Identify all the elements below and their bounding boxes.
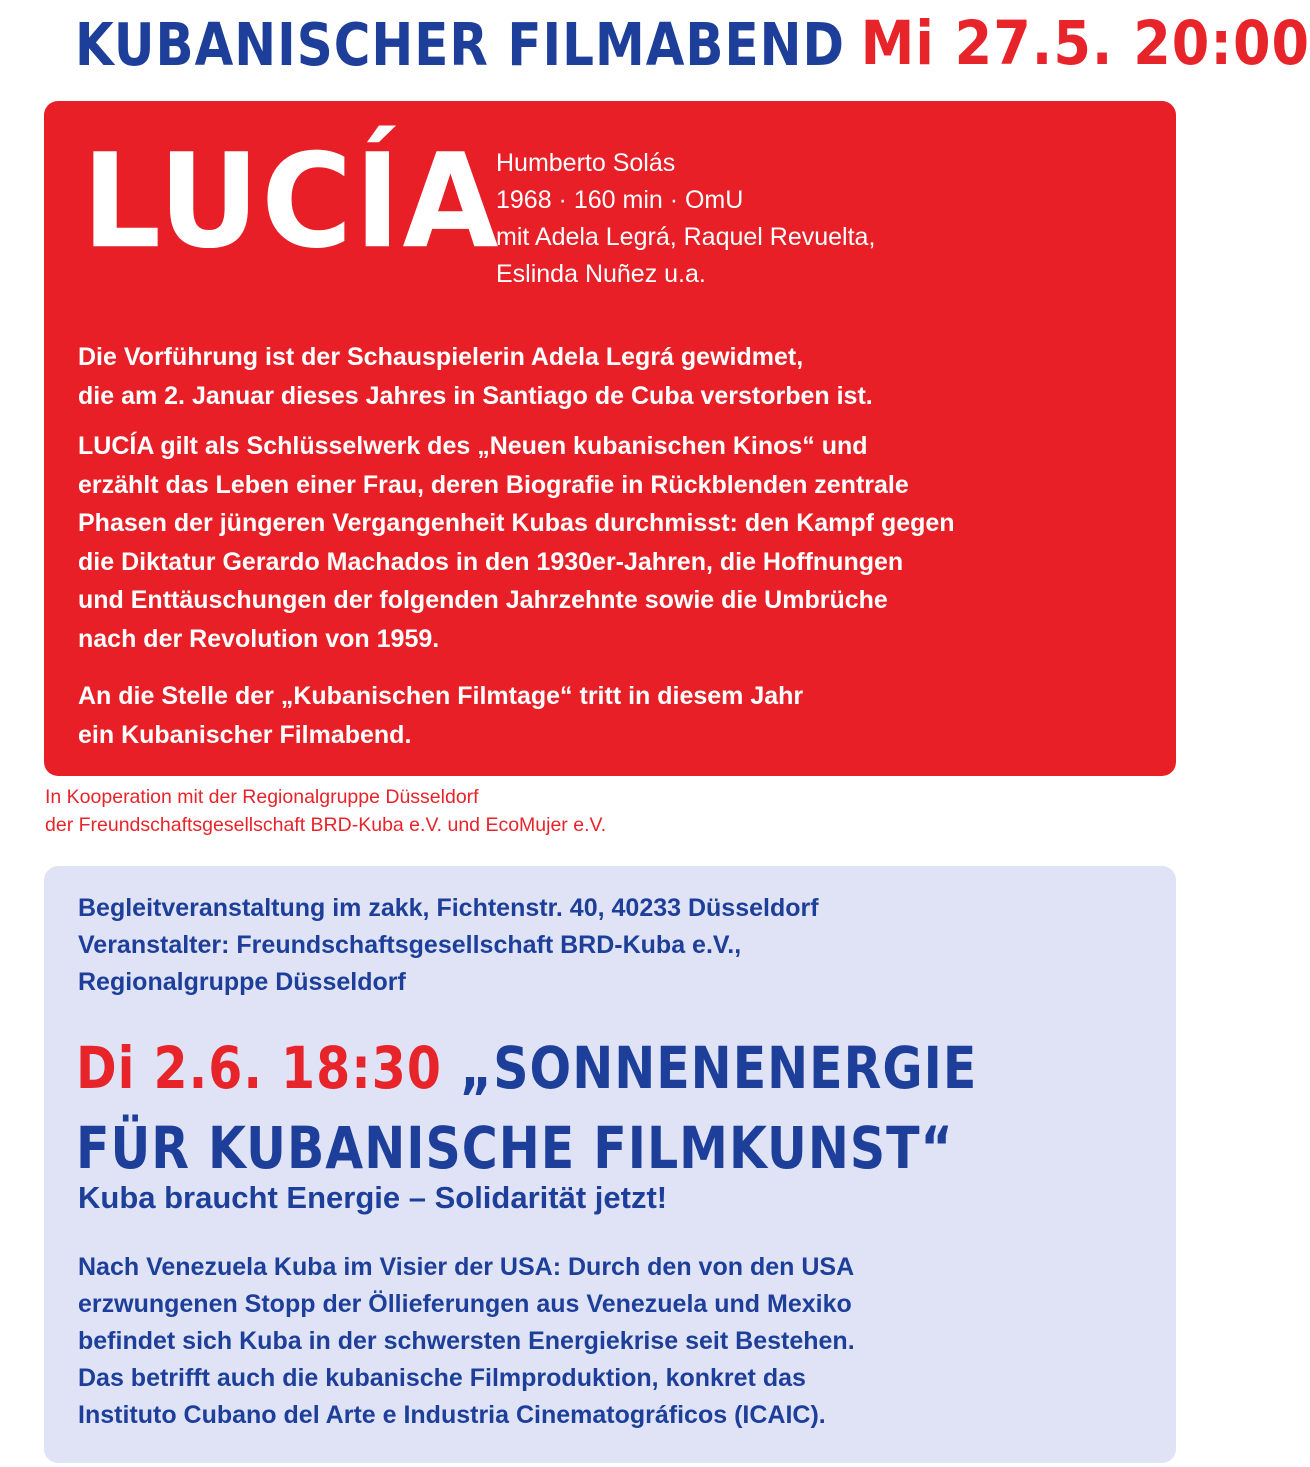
text-line: Die Vorführung ist der Schauspielerin Adela Legrá gewidmet, (78, 343, 804, 371)
side-event-title-line-2: FÜR KUBANISCHE FILMKUNST“ (76, 1114, 954, 1183)
film-director: Humberto Solás (496, 149, 676, 177)
side-event-description (78, 1249, 855, 1434)
headline-datetime: Mi 27.5. 20:00 (860, 8, 1310, 79)
film-year-duration: 1968 · 160 min · OmU (496, 186, 744, 214)
cooperation-note (45, 783, 606, 839)
film-title: LUCÍA (82, 126, 501, 278)
dedication-paragraph (78, 338, 1148, 415)
text-line: die Diktatur Gerardo Machados in den 1930er-Jahren, die Hoffnungen (78, 547, 904, 576)
headline-title: KUBANISCHER FILMABEND (75, 10, 846, 80)
organizer-line-2: Regionalgruppe Düsseldorf (78, 968, 406, 996)
film-panel (44, 101, 1176, 776)
text-line: Nach Venezuela Kuba im Visier der USA: Durch den von den USA (78, 1253, 855, 1281)
text-line: erzählt das Leben einer Frau, deren Biografie in Rückblenden zentrale (78, 470, 909, 499)
text-line: Das betrifft auch die kubanische Filmproduktion, konkret das (78, 1364, 806, 1392)
side-event-info (78, 890, 819, 1001)
text-line: Instituto Cubano del Arte e Industria Cinematográficos (ICAIC). (78, 1401, 826, 1429)
venue-line: Begleitveranstaltung im zakk, Fichtenstr. 40, 40233 Düsseldorf (78, 894, 819, 922)
headline (75, 8, 1310, 92)
text-line: nach der Revolution von 1959. (78, 624, 440, 653)
text-line: ein Kubanischer Filmabend. (78, 720, 412, 749)
side-event-title-line-1: „SONNENENERGIE (460, 1034, 978, 1103)
text-line: LUCÍA gilt als Schlüsselwerk des „Neuen kubanischen Kinos“ und (78, 432, 868, 460)
text-line: befindet sich Kuba in der schwersten Energiekrise seit Bestehen. (78, 1327, 855, 1355)
side-event-datetime: Di 2.6. 18:30 (76, 1034, 442, 1103)
side-event-panel (44, 866, 1176, 1463)
description-paragraph (78, 427, 1148, 658)
film-cast-line-1: mit Adela Legrá, Raquel Revuelta, (496, 223, 876, 251)
text-line: und Enttäuschungen der folgenden Jahrzehnte sowie die Umbrüche (78, 586, 888, 614)
text-line: An die Stelle der „Kubanischen Filmtage“ tritt in diesem Jahr (78, 682, 804, 710)
text-line: die am 2. Januar dieses Jahres in Santiago de Cuba verstorben ist. (78, 381, 873, 410)
side-event-subtitle: Kuba braucht Energie – Solidarität jetzt! (78, 1180, 668, 1215)
text-line: Phasen der jüngeren Vergangenheit Kubas durchmisst: den Kampf gegen (78, 509, 955, 537)
film-meta (496, 145, 875, 293)
side-event-heading (76, 1029, 977, 1189)
text-line: erzwungenen Stopp der Öllieferungen aus Venezuela und Mexiko (78, 1290, 852, 1318)
note-paragraph (78, 677, 1148, 754)
text-line: der Freundschaftsgesellschaft BRD-Kuba e.V. und EcoMujer e.V. (45, 814, 607, 836)
film-cast-line-2: Eslinda Nuñez u.a. (496, 260, 706, 288)
organizer-line: Veranstalter: Freundschaftsgesellschaft BRD-Kuba e.V., (78, 931, 742, 959)
text-line: In Kooperation mit der Regionalgruppe Düsseldorf (45, 786, 479, 808)
